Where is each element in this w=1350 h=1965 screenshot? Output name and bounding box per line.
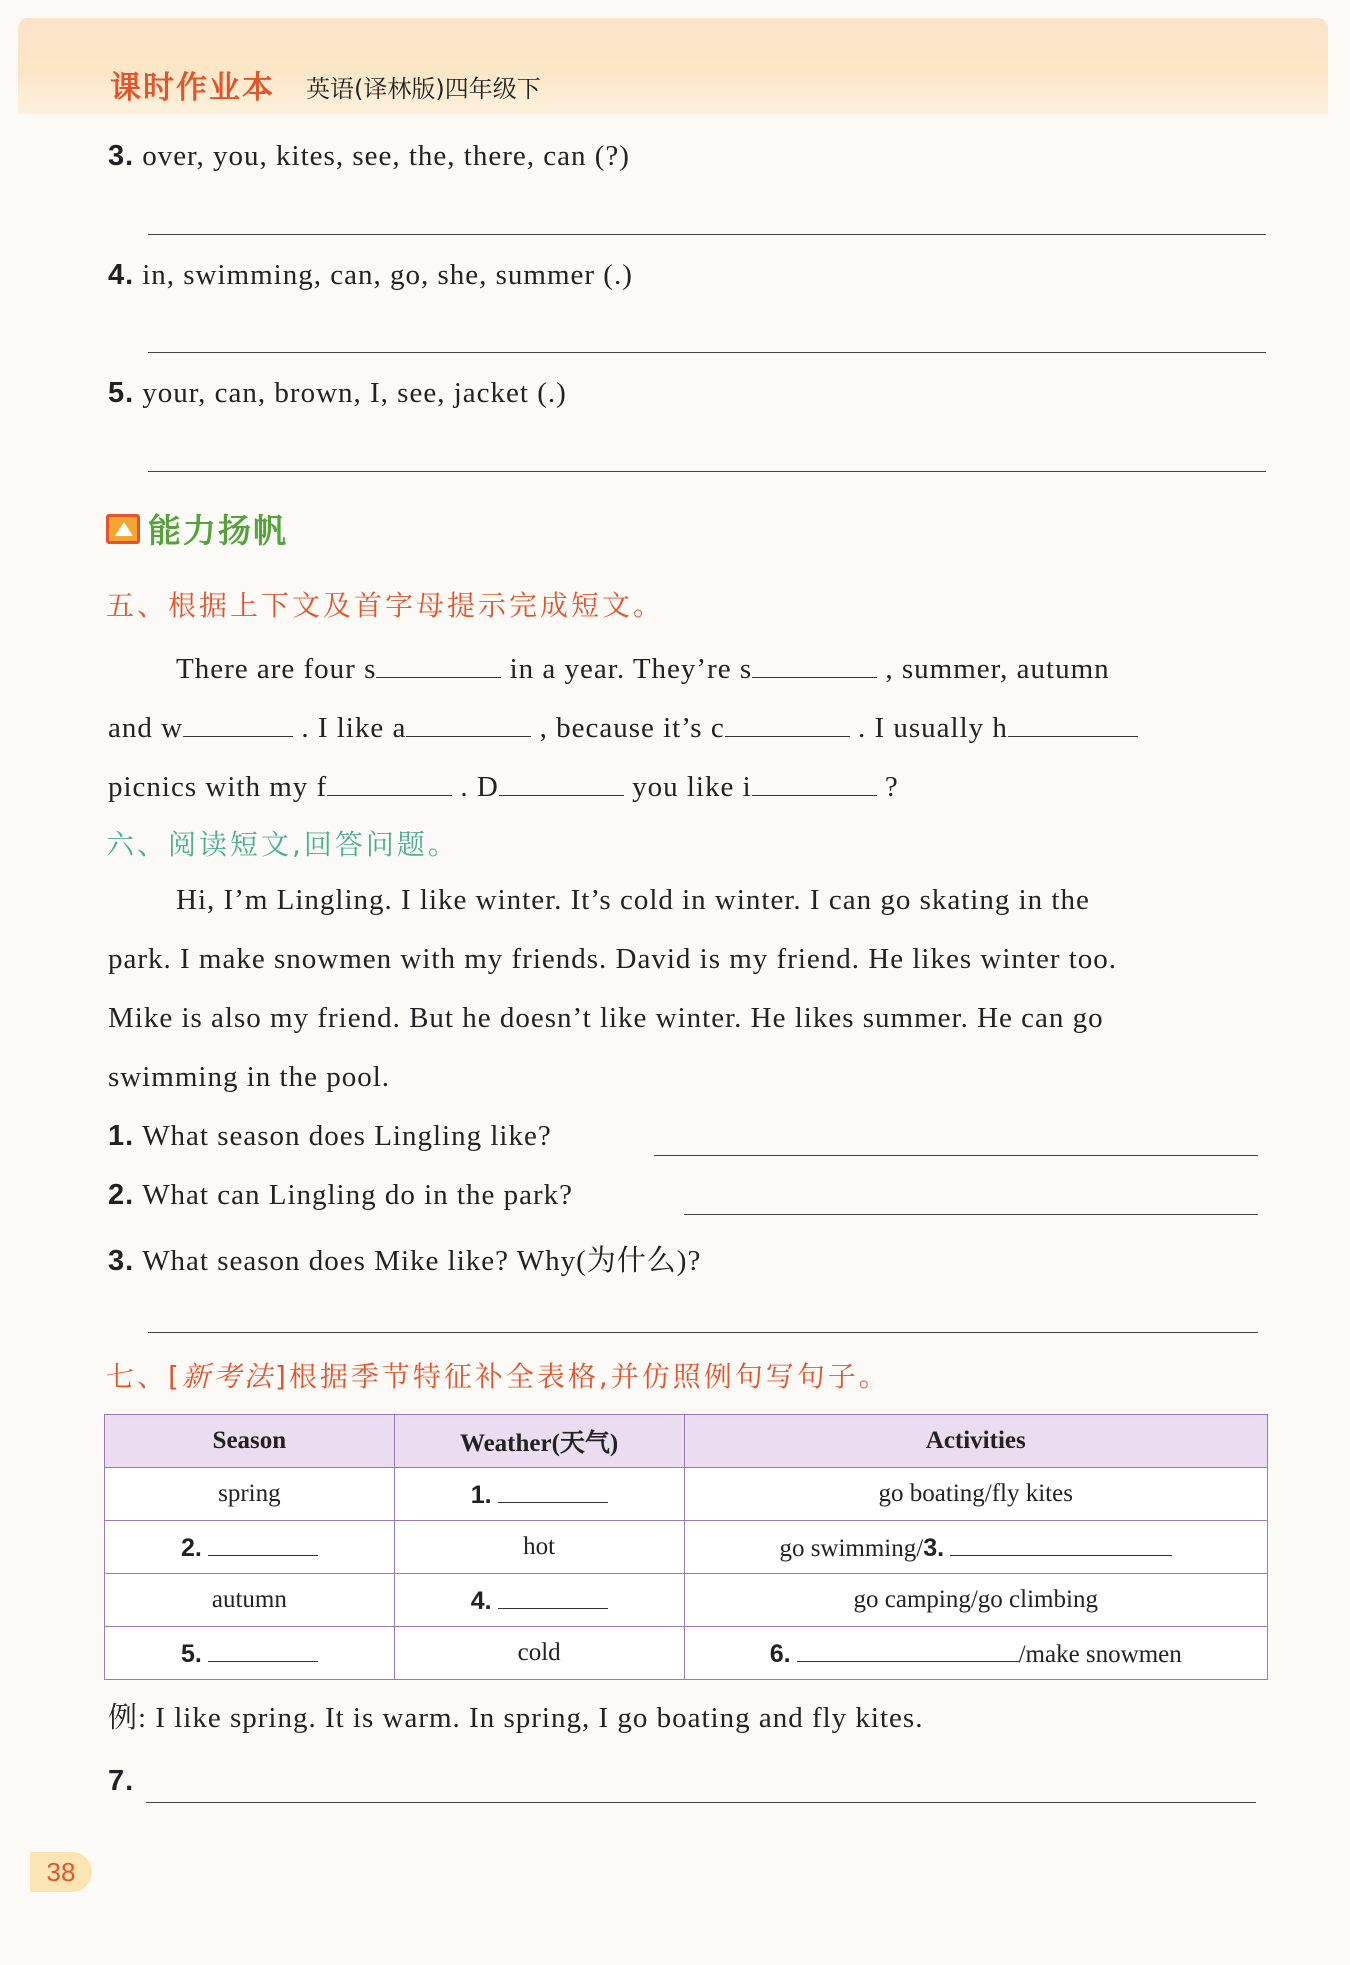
- passage-line: Hi, I’m Lingling. I like winter. It’s cold in winter. I can go skating in the: [176, 884, 1090, 916]
- blank-field[interactable]: [327, 765, 452, 796]
- answer-line[interactable]: [148, 352, 1266, 353]
- answer-line[interactable]: [654, 1155, 1258, 1156]
- season-cell[interactable]: 2.: [105, 1521, 395, 1574]
- passage-line: park. I make snowmen with my friends. David is my friend. He likes winter too.: [108, 943, 1118, 975]
- season-table: [104, 1414, 1268, 1680]
- weather-cell[interactable]: 1.: [394, 1468, 684, 1521]
- passage-line: swimming in the pool.: [108, 1061, 390, 1093]
- reading-question-1: 1. What season does Lingling like?: [108, 1120, 552, 1152]
- column-header: Weather(天气): [394, 1415, 684, 1468]
- reading-question-3: 3. What season does Mike like? Why(为什么)?: [108, 1245, 702, 1277]
- new-method-tag: 新考法: [181, 1360, 275, 1393]
- book-subtitle: 英语(译林版)四年级下: [306, 75, 541, 103]
- activity-cell: go camping/go climbing: [684, 1574, 1268, 1627]
- answer-line[interactable]: [148, 234, 1266, 235]
- blank-field[interactable]: [499, 765, 624, 796]
- season-cell[interactable]: 5.: [105, 1627, 395, 1680]
- blank-field[interactable]: [183, 706, 293, 737]
- activity-cell: go boating/fly kites: [684, 1468, 1268, 1521]
- writing-question-7: 7.: [108, 1765, 135, 1797]
- column-header: Activities: [684, 1415, 1268, 1468]
- passage-line: Mike is also my friend. But he doesn’t like winter. He likes summer. He can go: [108, 1002, 1104, 1034]
- column-header: Season: [105, 1415, 395, 1468]
- activity-cell[interactable]: go swimming/3.: [684, 1521, 1268, 1574]
- section-6-title: 六、阅读短文,回答问题。: [106, 828, 459, 861]
- book-title: 课时作业本: [110, 70, 275, 106]
- example-sentence: 例: I like spring. It is warm. In spring, I go boating and fly kites.: [108, 1702, 924, 1734]
- answer-line[interactable]: [148, 1332, 1258, 1333]
- activity-cell[interactable]: 6. /make snowmen: [684, 1627, 1268, 1680]
- reading-question-2: 2. What can Lingling do in the park?: [108, 1179, 574, 1211]
- answer-line[interactable]: [684, 1214, 1258, 1215]
- reorder-question-5: 5. your, can, brown, I, see, jacket (.): [108, 377, 567, 409]
- answer-line[interactable]: [146, 1802, 1256, 1803]
- table-row: [105, 1521, 1268, 1574]
- answer-line[interactable]: [148, 471, 1266, 472]
- weather-cell[interactable]: 4.: [394, 1574, 684, 1627]
- table-row: [105, 1627, 1268, 1680]
- season-cell: autumn: [105, 1574, 395, 1627]
- blank-field[interactable]: [406, 706, 531, 737]
- page-number: 38: [30, 1852, 92, 1892]
- reorder-question-3: 3. over, you, kites, see, the, there, can (?): [108, 140, 630, 172]
- cloze-line-2: and w . I like a , because it’s c . I usually h: [108, 706, 1268, 745]
- sail-icon: [106, 514, 140, 544]
- banner-text: 能力扬帆: [148, 511, 288, 550]
- section-7-title: 七、[新考法]根据季节特征补全表格,并仿照例句写句子。: [106, 1360, 890, 1393]
- cloze-line-1: There are four s in a year. They’re s , summer, autumn: [108, 647, 1268, 686]
- table-header-row: [105, 1415, 1268, 1468]
- blank-field[interactable]: [752, 647, 877, 678]
- table-row: [105, 1574, 1268, 1627]
- cloze-line-3: picnics with my f . D you like i ?: [108, 765, 1268, 804]
- blank-field[interactable]: [1008, 706, 1138, 737]
- blank-field[interactable]: [752, 765, 877, 796]
- blank-field[interactable]: [376, 647, 501, 678]
- blank-field[interactable]: [725, 706, 850, 737]
- section-5-title: 五、根据上下文及首字母提示完成短文。: [106, 589, 665, 622]
- weather-cell: hot: [394, 1521, 684, 1574]
- table-row: [105, 1468, 1268, 1521]
- season-cell: spring: [105, 1468, 395, 1521]
- section-banner: [106, 505, 288, 552]
- weather-cell: cold: [394, 1627, 684, 1680]
- reorder-question-4: 4. in, swimming, can, go, she, summer (.): [108, 259, 633, 291]
